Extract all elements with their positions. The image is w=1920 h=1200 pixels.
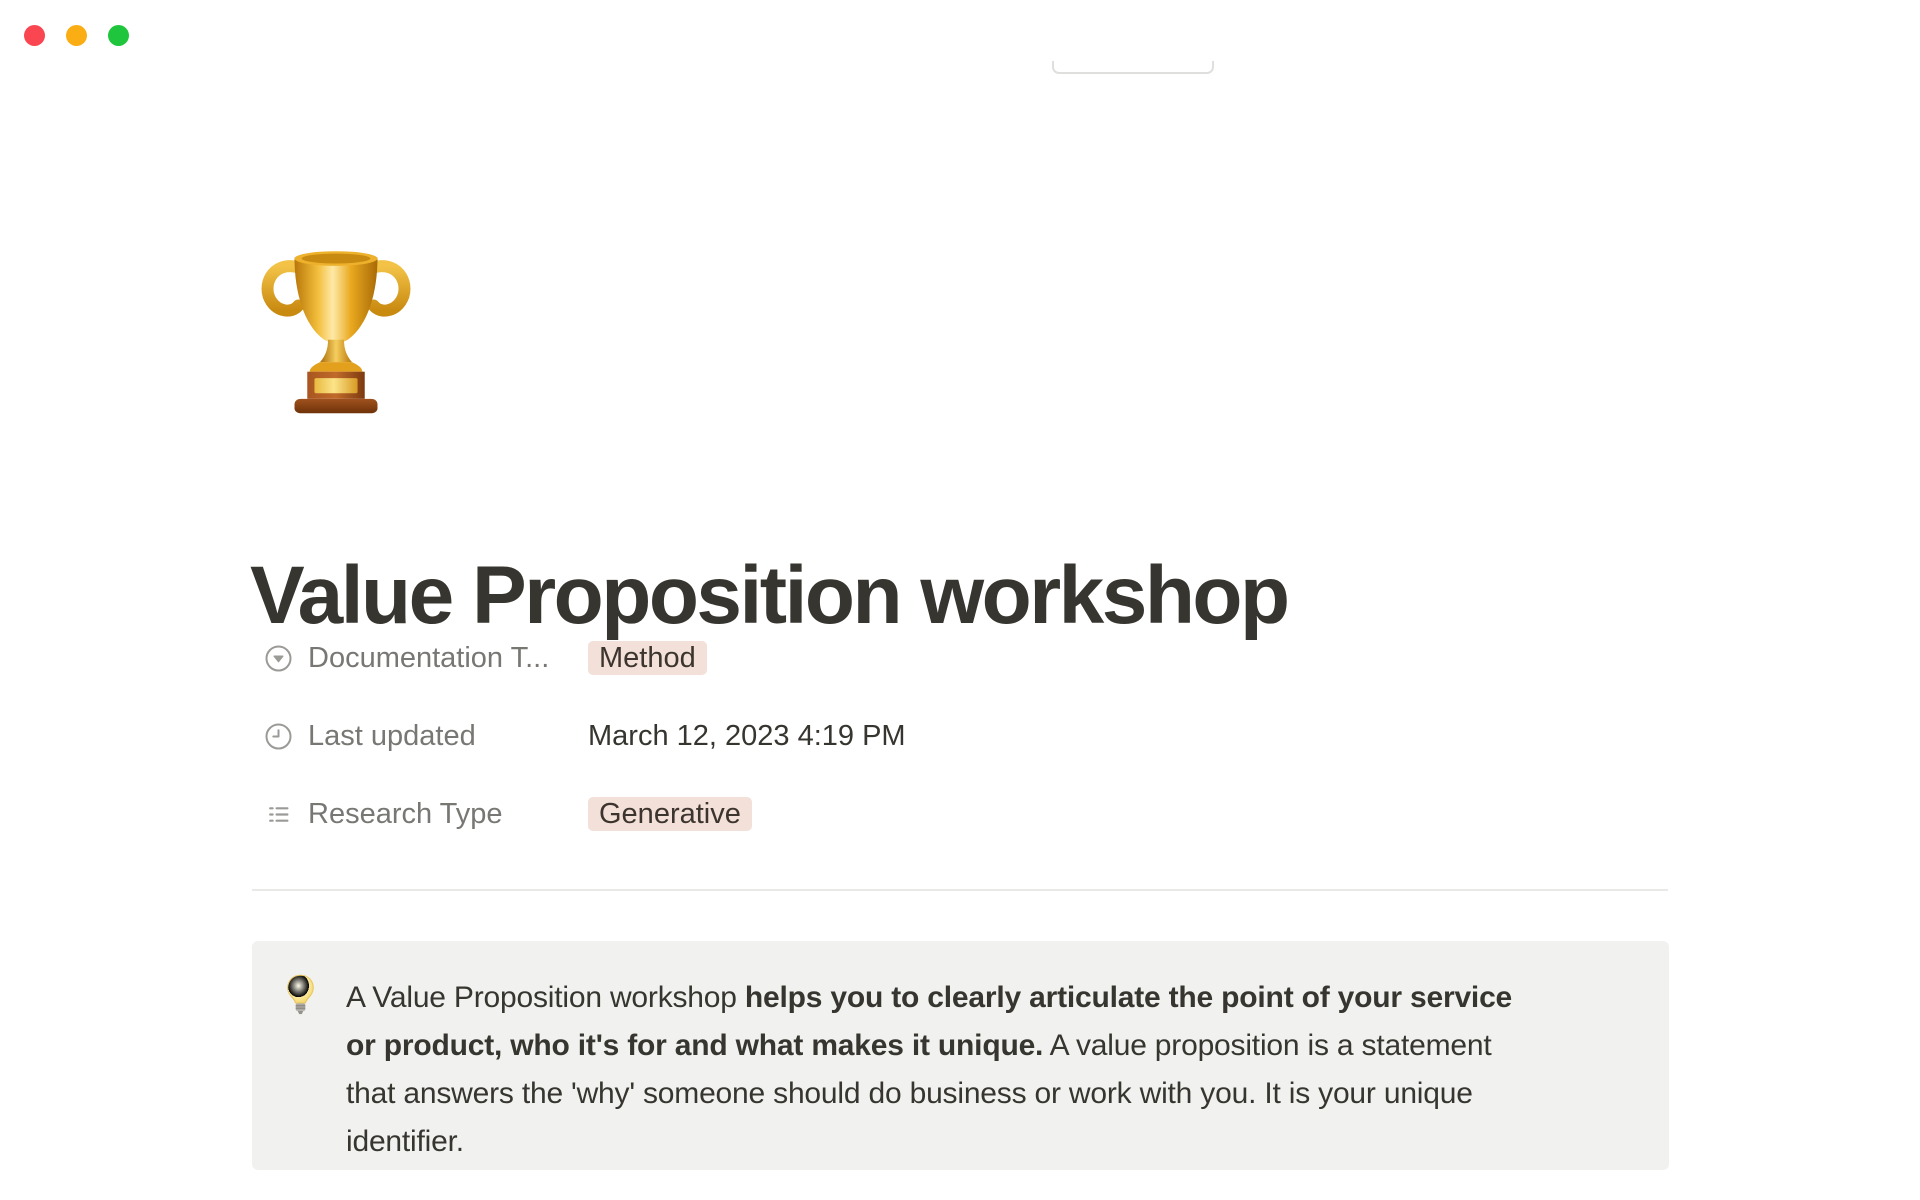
page-icon-trophy[interactable] xyxy=(256,248,416,414)
minimize-window-button[interactable] xyxy=(66,25,87,46)
callout-line: identifier. xyxy=(346,1125,464,1158)
callout-line: that answers the 'why' someone should do business or work with you. It is your unique xyxy=(346,1077,1473,1110)
callout-line: or product, who it's for and what makes it unique. A value proposition is a statement xyxy=(346,1029,1492,1062)
faded-toolbar-outline xyxy=(1052,61,1214,74)
tag-generative[interactable]: Generative xyxy=(588,797,752,831)
list-property-icon xyxy=(264,800,293,829)
tag-method[interactable]: Method xyxy=(588,641,707,675)
light-bulb-icon xyxy=(285,974,316,1017)
callout-icon-lightbulb[interactable] xyxy=(285,974,316,1017)
select-property-icon xyxy=(264,644,293,673)
property-row-documentation-type[interactable] xyxy=(264,641,1604,675)
clock-icon xyxy=(264,722,293,751)
page-title[interactable]: Value Proposition workshop xyxy=(250,549,1288,641)
window-controls xyxy=(24,25,129,46)
close-window-button[interactable] xyxy=(24,25,45,46)
property-label: Research Type xyxy=(308,797,503,830)
property-row-last-updated[interactable] xyxy=(264,719,1604,753)
property-label: Documentation T... xyxy=(308,641,550,674)
callout-block[interactable] xyxy=(252,941,1669,1170)
trophy-icon xyxy=(256,248,416,414)
property-row-research-type[interactable] xyxy=(264,797,1604,831)
last-updated-value: March 12, 2023 4:19 PM xyxy=(588,719,906,752)
callout-text[interactable] xyxy=(346,974,1626,1166)
divider xyxy=(252,889,1668,891)
zoom-window-button[interactable] xyxy=(108,25,129,46)
property-label: Last updated xyxy=(308,719,476,752)
callout-line: A Value Proposition workshop helps you to clearly articulate the point of your service xyxy=(346,981,1513,1014)
